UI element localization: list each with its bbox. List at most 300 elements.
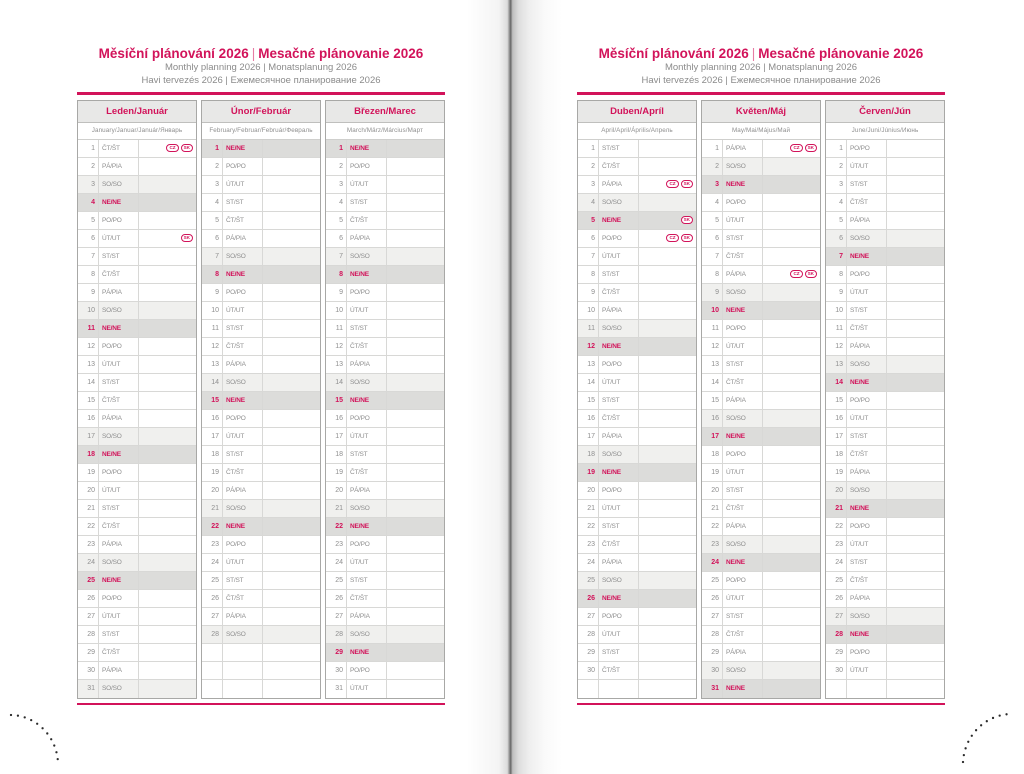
day-number: 9 [826, 284, 847, 301]
day-row [702, 338, 820, 356]
day-abbrev: PO/PO [223, 284, 263, 301]
notes-cell [887, 284, 944, 301]
day-abbrev: ÚT/UT [223, 428, 263, 445]
day-abbrev: NE/NE [99, 194, 139, 211]
day-row [826, 356, 944, 374]
day-abbrev: NE/NE [847, 626, 887, 643]
day-number: 30 [826, 662, 847, 679]
day-row [702, 410, 820, 428]
day-row [702, 572, 820, 590]
notes-cell [139, 410, 196, 427]
day-abbrev: ST/ST [599, 266, 639, 283]
day-abbrev: PO/PO [347, 158, 387, 175]
day-number: 7 [702, 248, 723, 265]
day-abbrev: PÁ/PIA [99, 158, 139, 175]
day-number: 2 [202, 158, 223, 175]
notes-cell [639, 536, 696, 553]
day-abbrev: PÁ/PIA [847, 590, 887, 607]
day-number: 5 [702, 212, 723, 229]
day-abbrev: ÚT/UT [599, 626, 639, 643]
day-number: 11 [326, 320, 347, 337]
day-number: 20 [326, 482, 347, 499]
day-abbrev: ÚT/UT [99, 230, 139, 247]
notes-cell [763, 338, 820, 355]
day-abbrev: ÚT/UT [347, 176, 387, 193]
day-row [78, 518, 196, 536]
notes-cell [887, 680, 944, 698]
notes-cell [263, 266, 320, 283]
day-row [578, 140, 696, 158]
day-row [702, 230, 820, 248]
day-row [826, 464, 944, 482]
day-number: 5 [78, 212, 99, 229]
day-number: 18 [202, 446, 223, 463]
month-table [701, 100, 821, 699]
day-row [202, 284, 320, 302]
day-row [826, 230, 944, 248]
months-right-container [577, 100, 945, 699]
day-row [326, 464, 444, 482]
day-row [78, 374, 196, 392]
notes-cell [887, 482, 944, 499]
day-abbrev: ST/ST [847, 302, 887, 319]
day-abbrev: ČT/ŠT [847, 572, 887, 589]
day-number: 23 [202, 536, 223, 553]
notes-cell [639, 518, 696, 535]
day-number: 28 [78, 626, 99, 643]
day-abbrev: PO/PO [99, 464, 139, 481]
notes-cell [139, 590, 196, 607]
day-row [78, 626, 196, 644]
notes-cell [763, 626, 820, 643]
day-abbrev: PO/PO [347, 536, 387, 553]
planner-page-left [77, 46, 445, 705]
day-abbrev: ČT/ŠT [347, 338, 387, 355]
notes-cell [139, 446, 196, 463]
notes-cell [887, 302, 944, 319]
day-abbrev: SO/SO [223, 374, 263, 391]
notes-cell [263, 284, 320, 301]
notes-cell [263, 194, 320, 211]
day-row [326, 572, 444, 590]
day-abbrev: NE/NE [847, 374, 887, 391]
day-row [326, 482, 444, 500]
notes-cell [887, 464, 944, 481]
day-row [578, 320, 696, 338]
day-row [326, 320, 444, 338]
sk-holiday-badge: SK [181, 234, 193, 243]
notes-cell [387, 680, 444, 698]
notes-cell [763, 284, 820, 301]
day-abbrev: PO/PO [599, 356, 639, 373]
day-number: 22 [702, 518, 723, 535]
day-number: 3 [826, 176, 847, 193]
day-row [326, 590, 444, 608]
day-number: 25 [702, 572, 723, 589]
notes-cell [887, 212, 944, 229]
notes-cell [639, 212, 696, 229]
notes-cell [139, 230, 196, 247]
day-number: 20 [702, 482, 723, 499]
day-row [326, 302, 444, 320]
month-header: Leden/Január [78, 101, 196, 123]
notes-cell [139, 158, 196, 175]
notes-cell [887, 536, 944, 553]
notes-cell [387, 248, 444, 265]
notes-cell [387, 284, 444, 301]
notes-cell [387, 158, 444, 175]
day-number: 4 [578, 194, 599, 211]
day-abbrev: ST/ST [223, 320, 263, 337]
day-number: 17 [702, 428, 723, 445]
day-row [326, 410, 444, 428]
notes-cell [639, 302, 696, 319]
day-number: 25 [78, 572, 99, 589]
day-abbrev: ÚT/UT [723, 464, 763, 481]
day-row [202, 140, 320, 158]
notes-cell [139, 338, 196, 355]
month-subheader: March/März/Március/Март [326, 123, 444, 140]
day-row [78, 410, 196, 428]
day-number: 19 [826, 464, 847, 481]
notes-cell [387, 662, 444, 679]
notes-cell [887, 644, 944, 661]
day-abbrev: SO/SO [847, 608, 887, 625]
day-abbrev: SO/SO [599, 572, 639, 589]
day-number: 15 [702, 392, 723, 409]
notes-cell [763, 554, 820, 571]
month-subheader: April/April/Április/Апрель [578, 123, 696, 140]
day-abbrev: PO/PO [347, 662, 387, 679]
notes-cell [263, 536, 320, 553]
day-abbrev: ST/ST [723, 356, 763, 373]
day-abbrev: ČT/ŠT [99, 518, 139, 535]
day-row [702, 662, 820, 680]
day-abbrev: SO/SO [599, 446, 639, 463]
notes-cell [639, 392, 696, 409]
page-subtitle-en-de: Monthly planning 2026 | Monatsplanung 2026 [664, 62, 858, 73]
day-abbrev: SO/SO [99, 176, 139, 193]
day-row [578, 158, 696, 176]
day-number: 16 [78, 410, 99, 427]
notes-cell [763, 140, 820, 157]
day-number: 21 [202, 500, 223, 517]
day-number: 9 [202, 284, 223, 301]
notes-cell [887, 410, 944, 427]
day-number: 18 [702, 446, 723, 463]
day-row [202, 410, 320, 428]
day-number [578, 680, 599, 698]
day-number: 17 [578, 428, 599, 445]
day-row [702, 302, 820, 320]
day-row [326, 338, 444, 356]
day-number: 7 [326, 248, 347, 265]
day-row [702, 140, 820, 158]
sk-holiday-badge: SK [805, 270, 817, 279]
day-abbrev: NE/NE [723, 428, 763, 445]
day-abbrev: ST/ST [599, 140, 639, 157]
day-row [702, 644, 820, 662]
day-number: 3 [578, 176, 599, 193]
day-abbrev: NE/NE [723, 176, 763, 193]
day-abbrev: ÚT/UT [347, 554, 387, 571]
day-row [702, 680, 820, 698]
day-number: 7 [202, 248, 223, 265]
day-number: 9 [326, 284, 347, 301]
day-row [202, 518, 320, 536]
day-row [702, 320, 820, 338]
day-row [326, 608, 444, 626]
day-row [578, 608, 696, 626]
notes-cell [139, 644, 196, 661]
notes-cell [639, 428, 696, 445]
empty-row [202, 644, 320, 662]
day-row [202, 446, 320, 464]
day-abbrev: SO/SO [99, 554, 139, 571]
day-number: 10 [326, 302, 347, 319]
day-row [326, 230, 444, 248]
day-number: 26 [326, 590, 347, 607]
day-row [202, 302, 320, 320]
day-row [702, 446, 820, 464]
day-number: 6 [578, 230, 599, 247]
day-abbrev: ST/ST [723, 482, 763, 499]
day-abbrev: ST/ST [347, 320, 387, 337]
day-abbrev: ST/ST [347, 194, 387, 211]
notes-cell [387, 536, 444, 553]
day-row [826, 158, 944, 176]
notes-cell [387, 500, 444, 517]
empty-row [826, 680, 944, 698]
day-row [578, 446, 696, 464]
day-abbrev [223, 680, 263, 698]
day-number: 24 [578, 554, 599, 571]
day-row [578, 662, 696, 680]
notes-cell [387, 608, 444, 625]
notes-cell [139, 392, 196, 409]
day-row [78, 176, 196, 194]
notes-cell [139, 356, 196, 373]
day-row [78, 662, 196, 680]
day-row [702, 248, 820, 266]
day-number: 13 [326, 356, 347, 373]
day-abbrev: ST/ST [223, 194, 263, 211]
notes-cell [139, 518, 196, 535]
notes-cell [763, 158, 820, 175]
day-abbrev: ÚT/UT [599, 500, 639, 517]
notes-cell [763, 482, 820, 499]
day-row [78, 500, 196, 518]
day-abbrev [847, 680, 887, 698]
day-row [826, 572, 944, 590]
notes-cell [763, 392, 820, 409]
day-number: 11 [202, 320, 223, 337]
day-row [202, 464, 320, 482]
notes-cell [887, 500, 944, 517]
day-row [702, 374, 820, 392]
day-abbrev: SO/SO [347, 500, 387, 517]
day-row [78, 464, 196, 482]
day-abbrev: ÚT/UT [847, 662, 887, 679]
day-row [202, 158, 320, 176]
day-row [578, 536, 696, 554]
day-row [78, 428, 196, 446]
day-row [702, 266, 820, 284]
day-abbrev: ST/ST [599, 644, 639, 661]
notes-cell [263, 374, 320, 391]
notes-cell [887, 266, 944, 283]
notes-cell [763, 662, 820, 679]
day-abbrev: PO/PO [847, 644, 887, 661]
notes-cell [263, 338, 320, 355]
day-row [826, 428, 944, 446]
day-number: 28 [202, 626, 223, 643]
notes-cell [139, 554, 196, 571]
day-abbrev: PO/PO [723, 194, 763, 211]
day-row [826, 392, 944, 410]
day-row [202, 608, 320, 626]
day-abbrev: PÁ/PIA [347, 608, 387, 625]
day-row [702, 428, 820, 446]
day-abbrev: ČT/ŠT [223, 338, 263, 355]
day-abbrev: ČT/ŠT [599, 410, 639, 427]
day-abbrev: PO/PO [847, 266, 887, 283]
day-abbrev: ÚT/UT [723, 338, 763, 355]
notes-cell [263, 662, 320, 679]
day-abbrev: ST/ST [847, 554, 887, 571]
notes-cell [139, 500, 196, 517]
day-abbrev: NE/NE [223, 518, 263, 535]
day-number: 22 [78, 518, 99, 535]
day-row [78, 356, 196, 374]
day-number [202, 644, 223, 661]
notes-cell [639, 266, 696, 283]
day-row [78, 572, 196, 590]
notes-cell [763, 230, 820, 247]
notes-cell [263, 500, 320, 517]
notes-cell [639, 662, 696, 679]
day-number: 14 [326, 374, 347, 391]
notes-cell [263, 410, 320, 427]
day-number: 20 [202, 482, 223, 499]
day-row [702, 518, 820, 536]
notes-cell [887, 392, 944, 409]
day-number: 24 [826, 554, 847, 571]
day-abbrev: SO/SO [347, 626, 387, 643]
notes-cell [263, 572, 320, 589]
day-number: 4 [78, 194, 99, 211]
day-row [826, 374, 944, 392]
cz-holiday-badge: CZ [166, 144, 178, 153]
day-abbrev: NE/NE [723, 554, 763, 571]
notes-cell [387, 464, 444, 481]
day-number: 8 [702, 266, 723, 283]
month-header: Červen/Jún [826, 101, 944, 123]
notes-cell [387, 482, 444, 499]
notes-cell [763, 590, 820, 607]
day-row [202, 194, 320, 212]
day-row [78, 140, 196, 158]
notes-cell [639, 644, 696, 661]
sk-holiday-badge: SK [805, 144, 817, 153]
day-number: 29 [78, 644, 99, 661]
day-abbrev: NE/NE [347, 392, 387, 409]
day-number: 19 [202, 464, 223, 481]
day-number: 25 [578, 572, 599, 589]
title-separator: | [251, 46, 256, 61]
notes-cell [887, 176, 944, 193]
day-abbrev: ÚT/UT [723, 590, 763, 607]
day-number: 29 [702, 644, 723, 661]
notes-cell [387, 572, 444, 589]
day-number: 31 [702, 680, 723, 698]
day-number: 8 [326, 266, 347, 283]
day-row [702, 176, 820, 194]
day-abbrev: ČT/ŠT [599, 158, 639, 175]
day-row [326, 266, 444, 284]
day-row [702, 194, 820, 212]
day-row [578, 338, 696, 356]
day-row [826, 320, 944, 338]
day-row [326, 554, 444, 572]
notes-cell [263, 482, 320, 499]
bottom-divider-rule [77, 703, 445, 706]
day-number: 9 [78, 284, 99, 301]
day-abbrev: NE/NE [223, 266, 263, 283]
day-abbrev: PÁ/PIA [847, 464, 887, 481]
day-abbrev: ÚT/UT [223, 302, 263, 319]
day-row [578, 410, 696, 428]
cz-holiday-badge: CZ [790, 144, 802, 153]
day-number: 28 [578, 626, 599, 643]
day-abbrev: ST/ST [847, 428, 887, 445]
day-number: 1 [826, 140, 847, 157]
notes-cell [887, 248, 944, 265]
cz-holiday-badge: CZ [790, 270, 802, 279]
day-number: 1 [78, 140, 99, 157]
day-row [578, 428, 696, 446]
day-abbrev: ČT/ŠT [723, 248, 763, 265]
month-subheader: January/Januar/Január/Январь [78, 123, 196, 140]
day-number: 30 [578, 662, 599, 679]
day-abbrev: ÚT/UT [99, 608, 139, 625]
notes-cell [387, 644, 444, 661]
notes-cell [763, 644, 820, 661]
day-row [78, 680, 196, 698]
notes-cell [763, 356, 820, 373]
day-abbrev: PÁ/PIA [599, 302, 639, 319]
notes-cell [639, 248, 696, 265]
day-abbrev: PÁ/PIA [723, 266, 763, 283]
notes-cell [263, 248, 320, 265]
day-number: 27 [78, 608, 99, 625]
day-abbrev: ST/ST [599, 518, 639, 535]
day-abbrev: ÚT/UT [723, 212, 763, 229]
notes-cell [887, 158, 944, 175]
notes-cell [639, 230, 696, 247]
day-number: 18 [826, 446, 847, 463]
page-title-sk: Mesačné plánovanie 2026 [758, 46, 924, 61]
day-row [826, 266, 944, 284]
day-number: 17 [202, 428, 223, 445]
day-number: 16 [826, 410, 847, 427]
day-number: 2 [826, 158, 847, 175]
day-row [326, 518, 444, 536]
day-row [202, 248, 320, 266]
notes-cell [263, 140, 320, 157]
day-abbrev: ÚT/UT [347, 302, 387, 319]
day-abbrev: SO/SO [347, 248, 387, 265]
